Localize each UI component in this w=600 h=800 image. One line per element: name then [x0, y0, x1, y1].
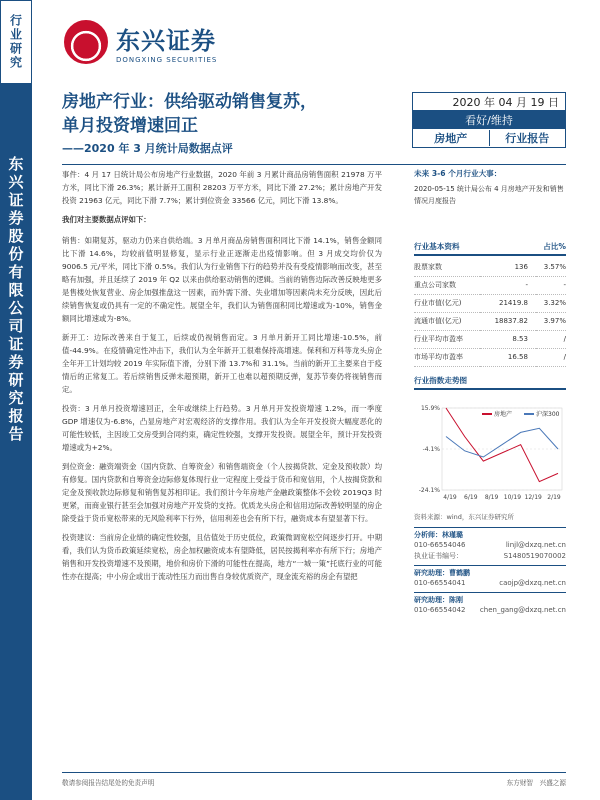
logo-subtext: DONGXING SECURITIES [116, 55, 218, 64]
basics-pct: 3.97% [536, 312, 566, 330]
assistant-1-email[interactable]: caojp@dxzq.net.cn [499, 578, 566, 587]
basics-label: 行业市值(亿元) [414, 294, 480, 312]
firm-name: 东兴证券股份有限公司证券研究报告 [6, 156, 25, 444]
basics-row [414, 258, 566, 276]
basics-label: 市场平均市盈率 [414, 348, 480, 366]
x-tick-label: 2/19 [547, 493, 561, 501]
index-line-chart [414, 398, 566, 508]
page-footer [62, 772, 566, 787]
divider [62, 164, 566, 165]
title-line-1: 房地产行业：供给驱动销售复苏， [62, 92, 317, 112]
x-tick-label: 6/19 [464, 493, 478, 501]
index-chart-title: 行业指数走势图 [414, 375, 468, 385]
index-chart [414, 398, 566, 510]
industry-basics-header [414, 241, 566, 256]
upcoming-events-heading: 未来 3-6 个月行业大事： [414, 169, 502, 178]
paragraph-event: 事件：4 月 17 日统计局公布房地产行业数据，2020 年前 3 月累计商品房销售面积 21978 万平方米，同比下滑 26.3%；累计新开工面积 28203 万平方米，同比下滑 27.2%；累计房地产开发投资 21963 亿元，同比下滑 7.7%；累计到位资金 33566 亿元，同比下滑 13.8%。 [62, 170, 382, 205]
industry-basics-pct-label: 占比% [543, 242, 566, 251]
analyst-phone: 010-66554046 [414, 540, 466, 549]
assistant-2-name: 研究助理：陈刚 [414, 592, 566, 605]
x-tick-label: 12/19 [524, 493, 542, 501]
right-column [414, 168, 566, 616]
index-chart-header [414, 375, 566, 390]
footer-disclaimer: 敬请参阅报告结尾处的免责声明 [62, 779, 155, 787]
paragraph-funding: 到位资金：融资端资金（国内贷款、自筹资金）和销售端资金（个人按揭贷款、定金及预收款）均有修复。国内贷款和自筹资金边际修复体现行业一定程度上受益于货币和宽信用，个人按揭贷款和定金及预收款边际修复和销售复苏相印证。我们预计今年房地产金融政策整体不会较 2019Q3 时更紧，而商业银行甚至会加强对房地产开发贷的支持。优质龙头房企和信用边际改善较明显的房企除受益于货币宽松带来的无风险利率下行外，信用利差也会有所下行，融资成本有望显著下行。 [62, 462, 382, 523]
basics-value: 18837.82 [480, 312, 536, 330]
y-tick-label: -24.1% [418, 486, 440, 494]
report-type: 行业报告 [489, 130, 566, 146]
basics-row [414, 348, 566, 366]
legend-label: 沪深300 [536, 410, 560, 418]
basics-row [414, 330, 566, 348]
report-body [62, 168, 382, 589]
analyst-email[interactable]: linjl@dxzq.net.cn [505, 540, 566, 549]
brand-logo [64, 12, 217, 72]
assistant-1-phone: 010-66554041 [414, 578, 466, 587]
x-tick-label: 4/19 [443, 493, 457, 501]
basics-label: 流通市值(亿元) [414, 312, 480, 330]
basics-pct: 3.32% [536, 294, 566, 312]
category-tag: 行业研究 [0, 0, 32, 84]
basics-row [414, 312, 566, 330]
title-line-2: 单月投资增速回正 [62, 116, 198, 136]
report-title [62, 90, 412, 156]
footer-slogan: 东方财智 兴盛之源 [506, 779, 566, 787]
report-meta [412, 92, 566, 148]
basics-value: 8.53 [480, 330, 536, 348]
report-rating: 看好/维持 [413, 111, 565, 129]
report-date: 2020 年 04 月 19 日 [413, 93, 565, 111]
x-tick-label: 8/19 [484, 493, 499, 501]
report-tags [413, 129, 565, 147]
analyst-block [414, 527, 566, 616]
basics-value: 136 [480, 258, 536, 276]
paragraph-sales: 销售：如期复苏，驱动力仍来自供给端。3 月单月商品房销售面积同比下滑 14.1%，销售金额同比下滑 14.6%，均较前值明显修复，显示行业正逐渐走出疫情影响。但 3 月成交均价仅为 9006.5 元/平米，同比下滑 0.5%。我们认为行业销售下行的趋势并没有受疫情影响而改变，甚至略有加强，并且延续了 2019 年 Q2 以来由供给驱动销售的逻辑。当前的销售边际改善反映地更多是售楼处恢复营业、房企加强推盘这一因素，而外需下滑、失业增加等因素尚未充分反映，因此后续销售恢复或仍具有一定的不确定性。展望全年，我们认为销售面积同比增速或为-10%，销售金额同比增速或为-8%。 [62, 236, 382, 323]
assistant-2-email[interactable]: chen_gang@dxzq.net.cn [479, 605, 566, 614]
assistant-1-name: 研究助理：曹鹤鹏 [414, 565, 566, 578]
chart-source: 资料来源：wind，东兴证券研究所 [414, 512, 514, 521]
logo-text: 东兴证券 [116, 26, 216, 55]
basics-pct: / [536, 330, 566, 348]
y-tick-label: 15.9% [420, 404, 440, 412]
paragraph-intro: 我们对主要数据点评如下： [62, 215, 151, 224]
legend-label: 房地产 [494, 410, 513, 418]
basics-value: 16.58 [480, 348, 536, 366]
basics-label: 重点公司家数 [414, 276, 480, 294]
basics-pct: 3.57% [536, 258, 566, 276]
paragraph-investment: 投资：3 月单月投资增速回正，全年或继续上行趋势。3 月单月开发投资增速 1.2%，而一季度 GDP 增速仅为-6.8%，凸显房地产对宏观经济的支撑作用。我们认为全年开发投资大幅度恶化的可能性较低，主因竣工交房受到合同约束，确定性较强，支撑开发投资。展望全年，预计开发投资增速或为+2%。 [62, 404, 382, 452]
basics-label: 股票家数 [414, 258, 480, 276]
basics-pct: - [536, 276, 566, 294]
basics-label: 行业平均市盈率 [414, 330, 480, 348]
basics-value: 21419.8 [480, 294, 536, 312]
report-subtitle: ——2020 年 3 月统计局数据点评 [62, 142, 233, 155]
assistant-2-phone: 010-66554042 [414, 605, 466, 614]
upcoming-events-text: 2020-05-15 统计局公布 4 月房地产开发和销售情况月度报告 [414, 185, 564, 205]
sidebar [0, 0, 32, 800]
analyst-cert-label: 执业证书编号： [414, 551, 463, 560]
logo-mark-icon [64, 20, 108, 64]
basics-row [414, 276, 566, 294]
x-tick-label: 10/19 [503, 493, 522, 501]
analyst-cert-number: S1480519070002 [503, 551, 566, 560]
analyst-name: 分析师：林瑾璐 [414, 527, 566, 540]
report-sector: 房地产 [434, 132, 468, 145]
industry-basics-title: 行业基本资料 [414, 242, 460, 251]
basics-pct: / [536, 348, 566, 366]
basics-value: - [480, 276, 536, 294]
paragraph-new-starts: 新开工：边际改善来自于复工，后续或仍视销售而定。3 月单月新开工同比增速-10.5%，前值-44.9%。在疫情确定性冲击下，我们认为全年新开工很难保持高增速。保利和万科等龙头房企全年开工计划均较 2019 年实际值下滑，分别下滑 13.7%和 31.1%。当前的新开工主要来自于疫情后的正常复工。若后续销售反弹未超预期，新开工也难以超预期反弹，复苏节奏仍将视销售而定。 [62, 333, 382, 394]
paragraph-advice: 投资建议：当前房企业绩的确定性较强，且估值处于历史低位，政策微调宽松空间逐步打开。中期看，我们认为货币政策延续宽松，房企加权融资成本有望降低，居民按揭利率亦有所下行；房地产销售和开发投资增速不及预期，地价和房价下滑的可能性在提高，地方“一城一策”托底行业的可能性亦在提高；中小房企或出于流动性压力而出售自身较优质资产，现金流充裕的房企有望把 [62, 533, 382, 581]
y-tick-label: -4.1% [422, 445, 440, 453]
industry-basics-table [414, 258, 566, 367]
basics-row [414, 294, 566, 312]
